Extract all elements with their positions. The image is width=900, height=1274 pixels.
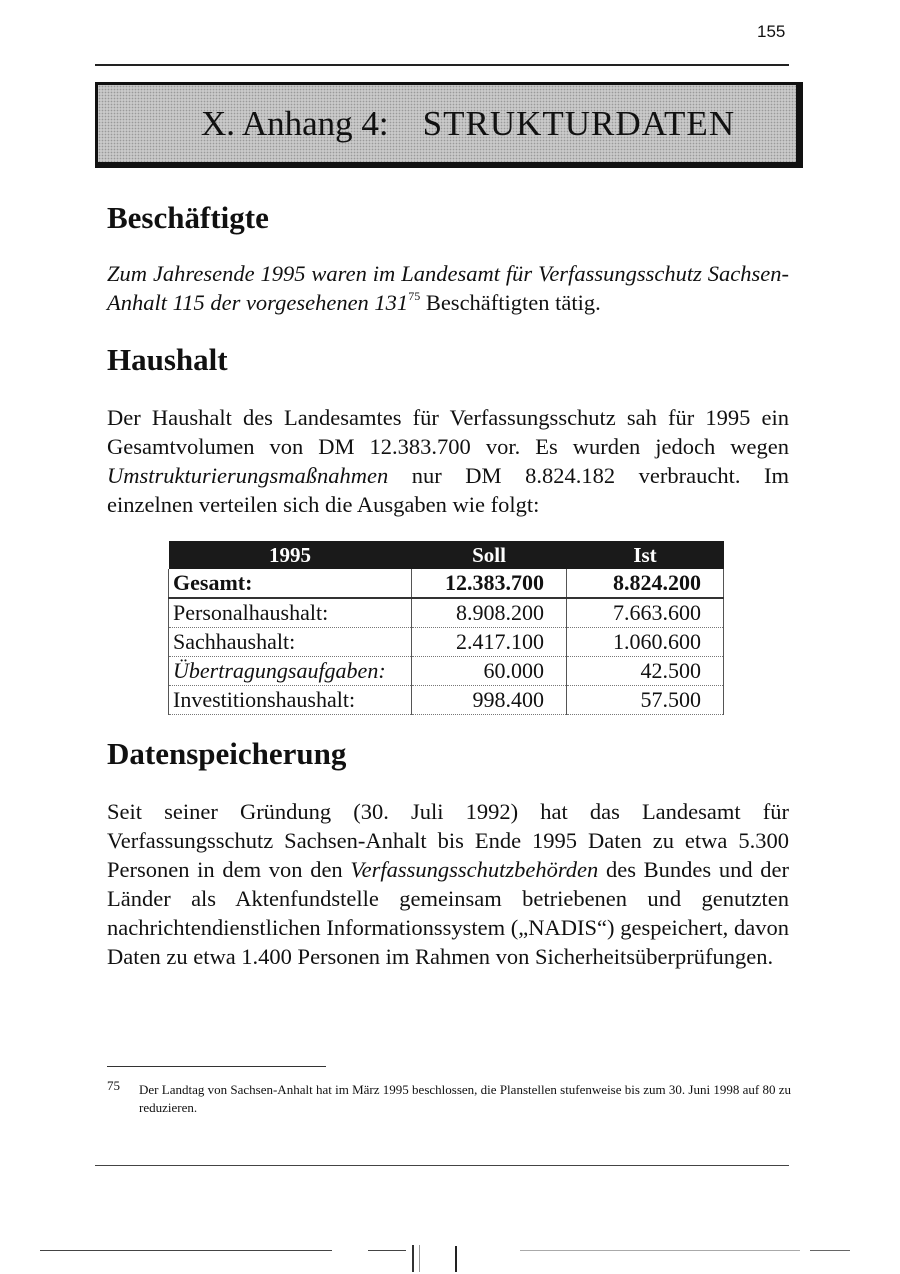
budget-table xyxy=(168,541,724,715)
header-year: 1995 xyxy=(169,541,412,569)
row-label: Gesamt: xyxy=(169,569,412,598)
text-datenspeicherung-italic: Verfassungsschutzbehörden xyxy=(350,857,599,882)
paragraph-haushalt xyxy=(107,403,789,519)
header-ist: Ist xyxy=(567,541,724,569)
row-soll: 2.417.100 xyxy=(412,628,567,657)
row-soll: 12.383.700 xyxy=(412,569,567,598)
page-number: 155 xyxy=(757,22,786,41)
row-label: Personalhaushalt: xyxy=(169,598,412,628)
heading-beschaeftigte: Beschäftigte xyxy=(107,200,269,235)
row-soll: 60.000 xyxy=(412,657,567,686)
heading-haushalt: Haushalt xyxy=(107,342,228,377)
scan-artifacts xyxy=(0,1240,900,1274)
row-ist: 57.500 xyxy=(567,686,724,715)
table-header-row xyxy=(169,541,724,569)
heading-datenspeicherung: Datenspeicherung xyxy=(107,736,347,771)
text-beschaeftigte: Zum Jahresende 1995 waren im Landesamt für Verfassungsschutz Sachsen-Anhalt 115 der vorgesehenen 131 xyxy=(107,261,789,315)
row-label: Sachhaushalt: xyxy=(169,628,412,657)
table-row xyxy=(169,598,724,628)
row-ist: 1.060.600 xyxy=(567,628,724,657)
row-ist: 7.663.600 xyxy=(567,598,724,628)
paragraph-beschaeftigte xyxy=(107,259,789,317)
footnote-ref: 75 xyxy=(408,289,421,303)
row-soll: 8.908.200 xyxy=(412,598,567,628)
text-haushalt-italic: Umstrukturierungsmaßnahmen xyxy=(107,463,389,488)
chapter-prefix: X. Anhang 4: xyxy=(201,103,389,143)
chapter-title xyxy=(201,104,735,144)
text-haushalt-2: nur DM 8.824.182 verbraucht. Im einzelnen verteilen sich die Ausgaben wie folgt: xyxy=(107,463,789,517)
row-ist: 8.824.200 xyxy=(567,569,724,598)
row-label: Übertragungsaufgaben: xyxy=(169,657,412,686)
footnote-separator xyxy=(107,1066,326,1067)
header-soll: Soll xyxy=(412,541,567,569)
table-row xyxy=(169,657,724,686)
text-datenspeicherung-1: Seit seiner Gründung (30. Juli 1992) hat das Landesamt für Verfassungsschutz Sachsen-Anhalt bis Ende 1995 Daten zu etwa 5.300 Personen in dem von den xyxy=(107,799,789,882)
top-rule xyxy=(95,64,789,66)
text-beschaeftigte-end: Beschäftigten tätig. xyxy=(420,290,601,315)
row-ist: 42.500 xyxy=(567,657,724,686)
text-datenspeicherung-2: des Bundes und der Länder als Aktenfundstelle gemeinsam betriebenen und genutzten nachrichtendienstlichen Informationssystem („NADIS“) gespeichert, davon Daten zu etwa 1.400 Personen im Rahmen von Sicherheitsüberprüfungen. xyxy=(107,857,789,969)
table-row xyxy=(169,569,724,598)
row-soll: 998.400 xyxy=(412,686,567,715)
bottom-rule xyxy=(95,1165,789,1166)
table-row xyxy=(169,628,724,657)
table-row xyxy=(169,686,724,715)
paragraph-datenspeicherung xyxy=(107,797,789,971)
row-label: Investitionshaushalt: xyxy=(169,686,412,715)
footnote-number: 75 xyxy=(107,1078,120,1093)
footnote-text: Der Landtag von Sachsen-Anhalt hat im März 1995 beschlossen, die Planstellen stufenweise bis zum 30. Juni 1998 auf 80 zu reduzieren. xyxy=(139,1082,791,1115)
chapter-name: STRUKTURDATEN xyxy=(422,103,736,143)
text-haushalt-1: Der Haushalt des Landesamtes für Verfassungsschutz sah für 1995 ein Gesamtvolumen von DM 12.383.700 vor. Es wurden jedoch wegen xyxy=(107,405,789,459)
footnote xyxy=(107,1078,791,1117)
chapter-banner xyxy=(95,82,803,168)
